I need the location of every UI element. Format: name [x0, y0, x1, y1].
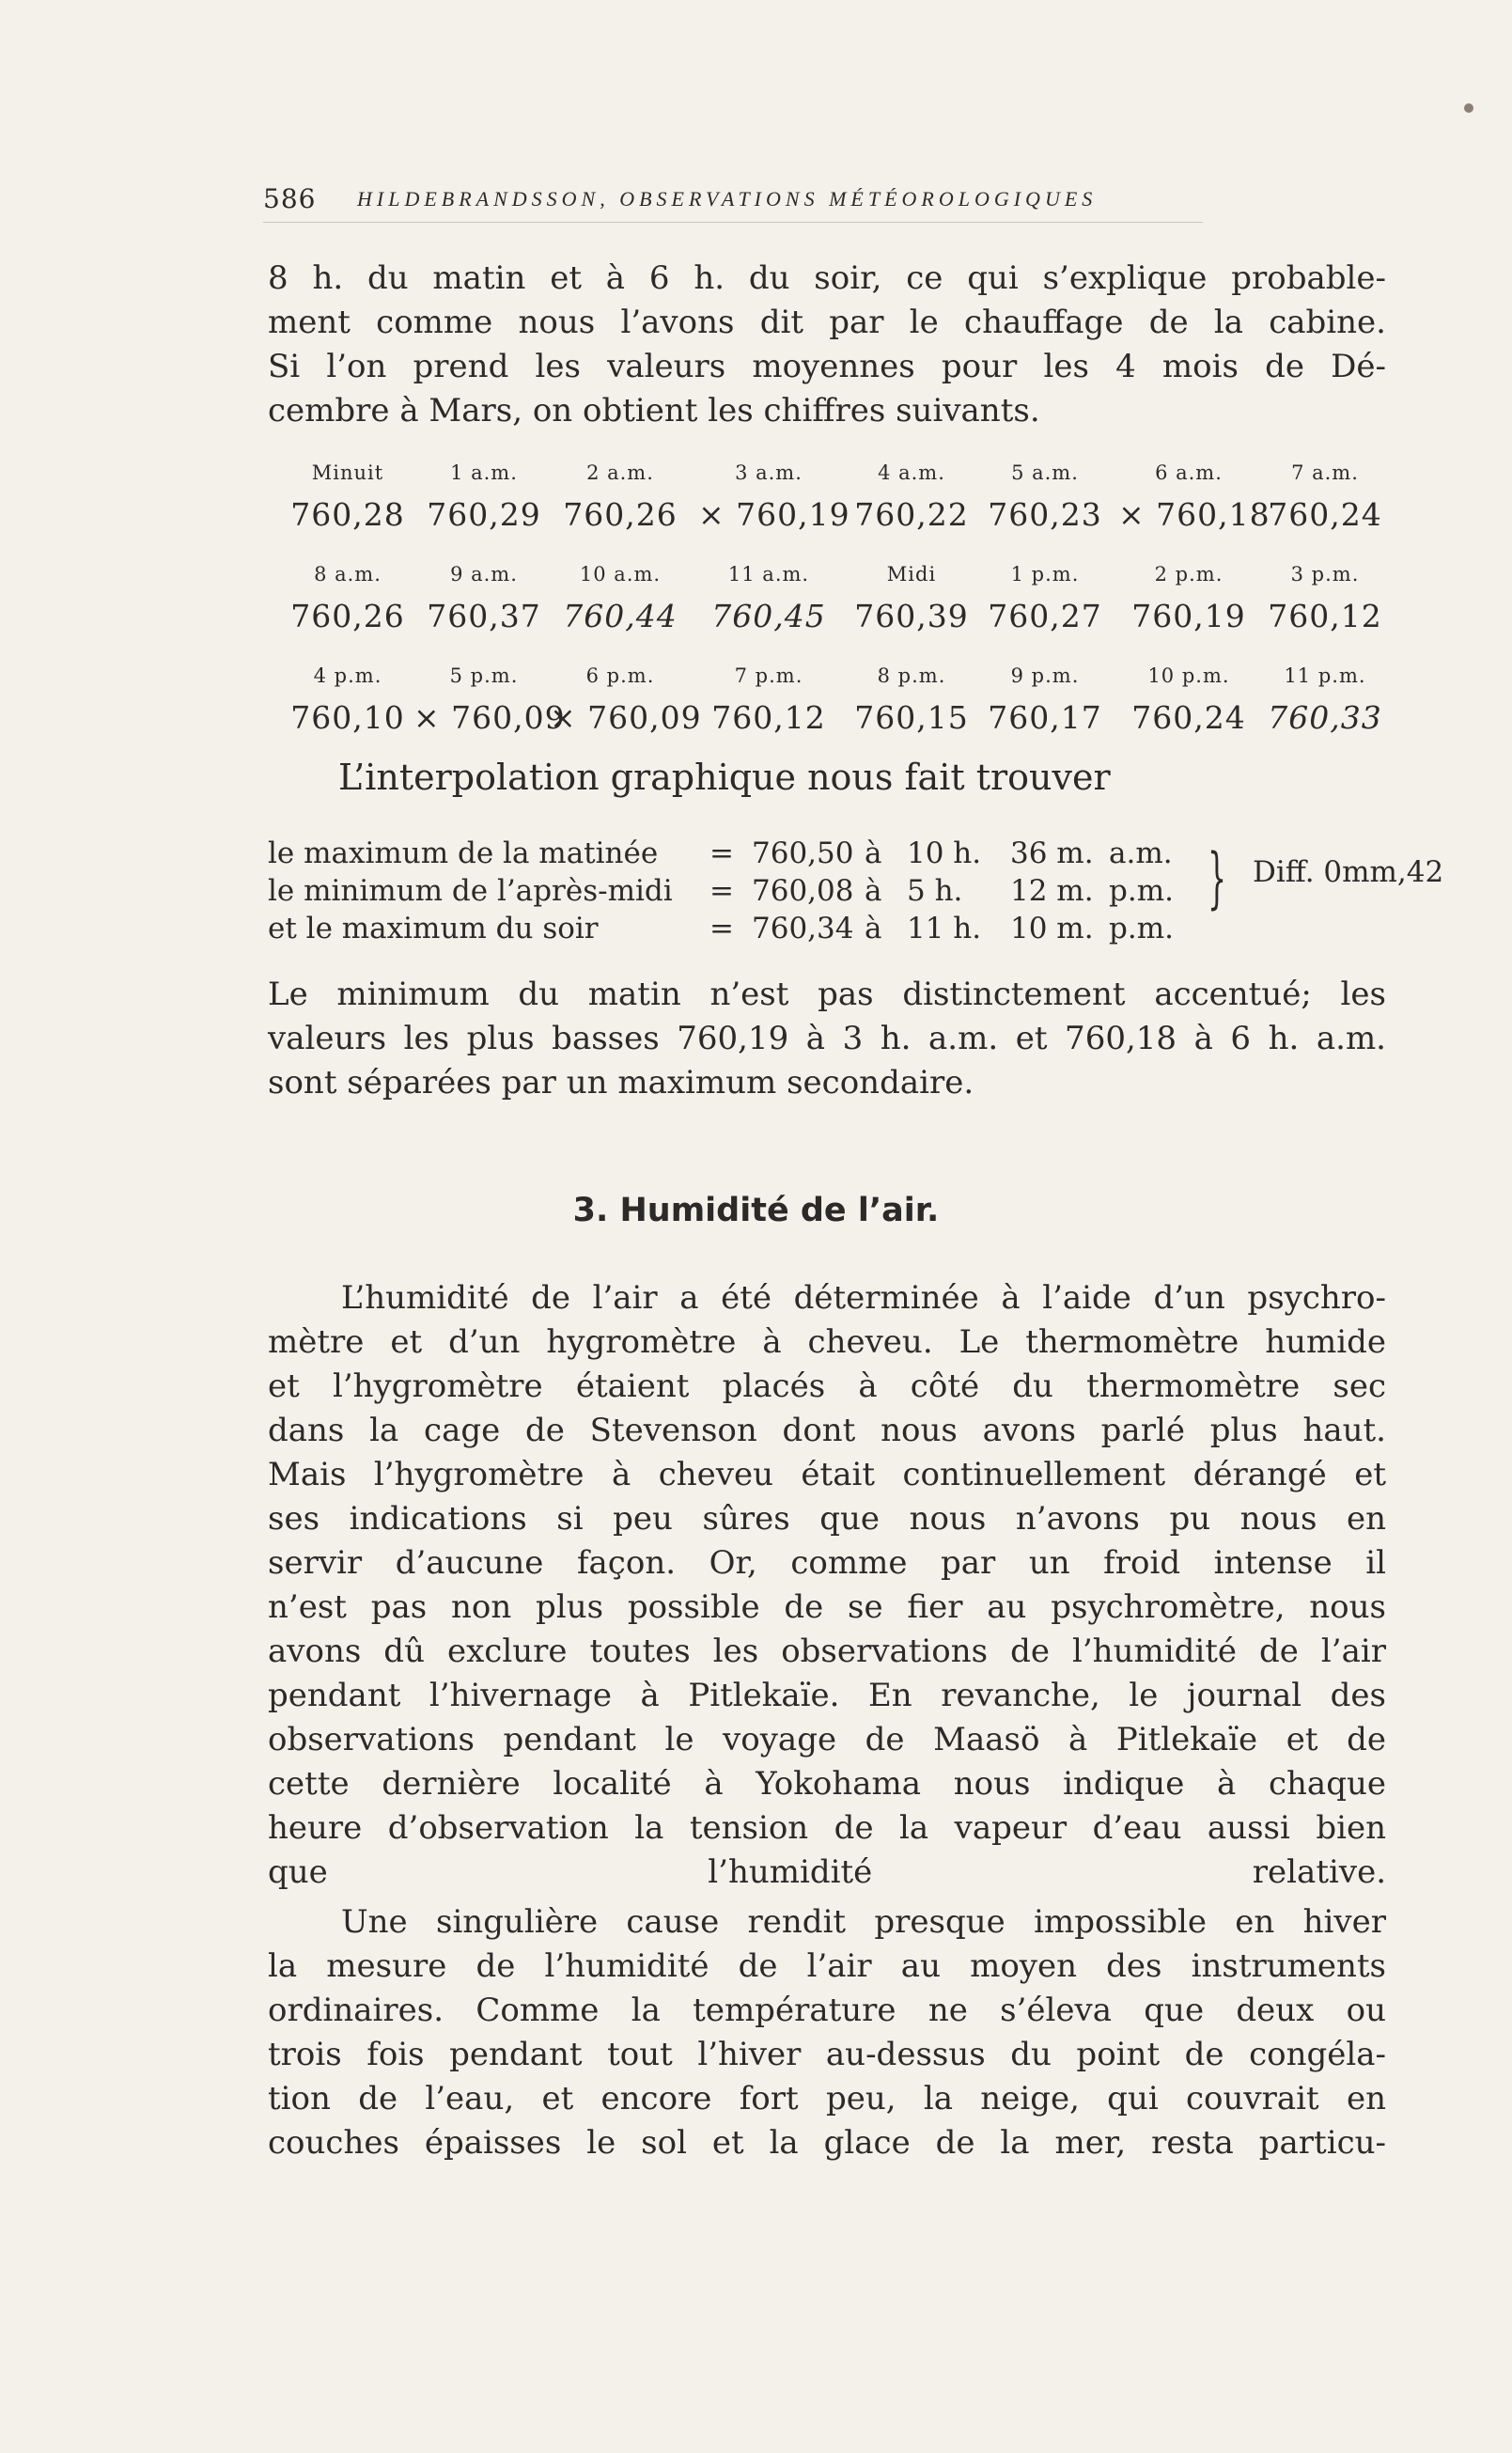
text-line: avons dû exclure toutes les observations de l’humidité de l’air	[268, 1633, 1386, 1670]
text-line: ses indications si peu sûres que nous n’avons pu nous en	[268, 1500, 1386, 1538]
text-line: n’est pas non plus possible de se fier au psychromètre, nous	[268, 1588, 1386, 1626]
text-line: 8 h. du matin et à 6 h. du soir, ce qui s’explique probable-	[268, 259, 1386, 297]
table-cell: 4 p.m. 760,10	[290, 664, 405, 736]
table-cell: 11 p.m. 760,33	[1268, 664, 1382, 736]
table-cell: 3 p.m. 760,12	[1268, 563, 1382, 634]
table-cell: 4 a.m. 760,22	[854, 461, 969, 533]
table-cell: 7 p.m. 760,12	[711, 664, 826, 736]
text-line: servir d’aucune façon. Or, comme par un froid intense il	[268, 1544, 1386, 1582]
text-line: Une singulière cause rendit presque impossible en hiver	[341, 1903, 1386, 1941]
table-row	[277, 560, 1382, 662]
text-line: dans la cage de Stevenson dont nous avons parlé plus haut.	[268, 1412, 1386, 1449]
table-cell: 11 a.m. 760,45	[711, 563, 826, 634]
difference-note: Diff. 0mm,42	[1253, 855, 1444, 889]
text-line: sont séparées par un maximum secondaire.	[268, 1064, 974, 1102]
intro-paragraph	[268, 257, 1386, 433]
text-line: mètre et d’un hygromètre à cheveu. Le thermomètre humide	[268, 1323, 1386, 1361]
table-cell: 8 p.m. 760,15	[854, 664, 969, 736]
table-cell: 6 p.m. × 760,09	[550, 664, 702, 736]
text-line: pendant l’hivernage à Pitlekaïe. En revanche, le journal des	[268, 1677, 1386, 1714]
table-cell: 3 a.m. × 760,19	[698, 461, 850, 533]
table-cell: 10 a.m. 760,44	[563, 563, 678, 634]
text-line: et l’hygromètre étaient placés à côté du thermomètre sec	[268, 1367, 1386, 1405]
text-line: la mesure de l’humidité de l’air au moyen des instruments	[268, 1947, 1386, 1985]
humidity-paragraph-1	[268, 1276, 1386, 1895]
table-cell: 6 a.m. × 760,18	[1118, 461, 1270, 533]
table-cell: 1 p.m. 760,27	[988, 563, 1102, 634]
text-line: couches épaisses le sol et la glace de la mer, resta particu-	[268, 2124, 1386, 2162]
text-line: que l’humidité relative.	[268, 1853, 1386, 1891]
table-cell: 10 p.m. 760,24	[1131, 664, 1246, 736]
text-line: Le minimum du matin n’est pas distinctement accentué; les	[268, 976, 1386, 1013]
table-cell: 1 a.m. 760,29	[427, 461, 541, 533]
text-line: observations pendant le voyage de Maasö à Pitlekaïe et de	[268, 1721, 1386, 1758]
text-line: ment comme nous l’avons dit par le chauffage de la cabine.	[268, 304, 1386, 341]
text-line: valeurs les plus basses 760,19 à 3 h. a.m. et 760,18 à 6 h. a.m.	[268, 1020, 1386, 1057]
running-title: HILDEBRANDSSON, OBSERVATIONS MÉTÉOROLOGIQUES	[357, 187, 1098, 211]
ink-spot	[1464, 103, 1473, 113]
text-line: Mais l’hygromètre à cheveu était continuellement dérangé et	[268, 1456, 1386, 1493]
table-cell: 7 a.m. 760,24	[1268, 461, 1382, 533]
table-cell: 9 p.m. 760,17	[988, 664, 1102, 736]
text-line: Si l’on prend les valeurs moyennes pour les 4 mois de Dé-	[268, 348, 1386, 385]
text-line: ordinaires. Comme la température ne s’éleva que deux ou	[268, 1992, 1386, 2029]
table-row	[277, 459, 1382, 560]
text-line: L’humidité de l’air a été déterminée à l’aide d’un psychro-	[341, 1279, 1386, 1317]
text-line: cette dernière localité à Yokohama nous indique à chaque	[268, 1765, 1386, 1803]
table-cell: 9 a.m. 760,37	[427, 563, 541, 634]
page-number: 586	[263, 183, 317, 214]
extremes-block: le maximum de la matinée = 760,50 à 10 h. 36 m. a.m. le minimum de l’après-midi = 760,08 à 5 h. 12 m. p.m. et le maximum du soir = 760,34 à 11 h. 10 m. p.m. } Diff. 0mm,42	[268, 836, 1444, 945]
pressure-table	[277, 459, 1382, 763]
table-row	[277, 662, 1382, 763]
text-line: tion de l’eau, et encore fort peu, la neige, qui couvrait en	[268, 2080, 1386, 2117]
section-heading: 3. Humidité de l’air.	[572, 1192, 940, 1229]
text-line: trois fois pendant tout l’hiver au-dessus du point de congéla-	[268, 2036, 1386, 2073]
header-rule	[263, 222, 1203, 223]
humidity-paragraph-2	[268, 1900, 1386, 2165]
brace-glyph: }	[1208, 839, 1227, 916]
interpolation-line: L’interpolation graphique nous fait trouver	[338, 757, 1111, 798]
text-line: cembre à Mars, on obtient les chiffres suivants.	[268, 392, 1040, 430]
table-cell: 8 a.m. 760,26	[290, 563, 405, 634]
table-cell: Minuit 760,28	[290, 461, 405, 533]
minimum-paragraph	[268, 973, 1386, 1105]
text-line: heure d’observation la tension de la vapeur d’eau aussi bien	[268, 1809, 1386, 1847]
table-cell: 2 p.m. 760,19	[1131, 563, 1246, 634]
table-cell: 2 a.m. 760,26	[563, 461, 678, 533]
table-cell: 5 a.m. 760,23	[988, 461, 1102, 533]
table-cell: Midi 760,39	[854, 563, 969, 634]
running-header	[263, 183, 1269, 214]
table-cell: 5 p.m. × 760,09	[413, 664, 566, 736]
